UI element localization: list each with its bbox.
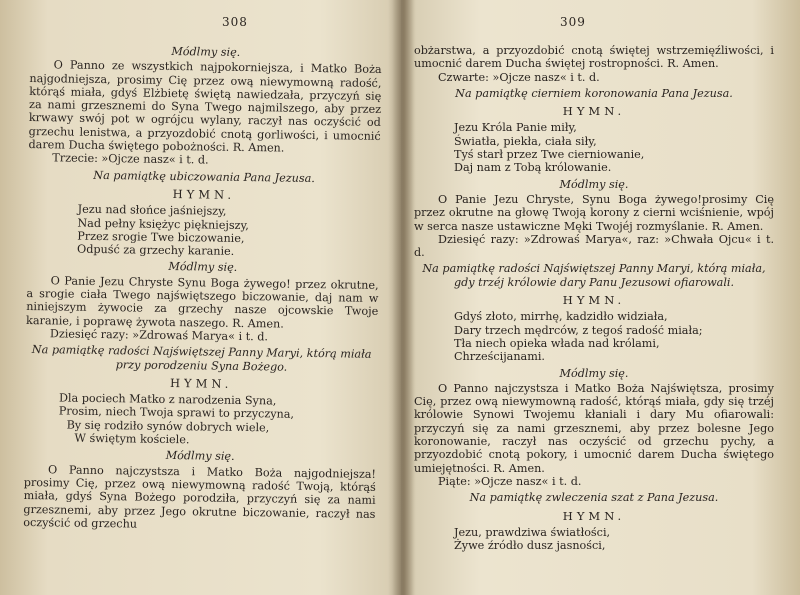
caption: Na pamiątkę radości Najświętszej Panny Maryi, którą miała przy porodzeniu Syna Bożego. [31,343,372,374]
hymn-title: HYMN. [169,375,233,391]
verse-line: Daj nam z Tobą królowanie. [454,161,612,175]
hymn-verse [24,391,377,449]
right-page [404,0,800,595]
verse-line: Gdyś złoto, mirrhę, kadzidło widziała, [454,310,668,324]
page-number: 309 [560,15,586,29]
page-number: 308 [222,15,248,29]
rubric-line: Dziesięć razy: »Zdrowaś Marya«, raz: »Chwała Ojcu« i t. d. [414,232,774,260]
verse-line: Prosim, niech Twoja sprawi to przyczyna, [58,404,295,422]
rubric-line: Dziesięć razy: »Zdrowaś Marya« i t. d. [49,327,269,344]
caption: Na pamiątkę radości Najświętszej Panny Maryi, którą miała, gdy trzéj królowie dary Panu Jezusowi ofiarowali. [422,262,766,289]
verse-line: By się rodziło synów dobrych wiele, [66,418,270,435]
hymn-verse [414,310,774,363]
verse-line: Chrześcijanami. [454,350,545,364]
prayer-paragraph: O Panno najczystsza i Matko Boża Najświętsza, prosimy Cię, przez ową niewymowną radość, którąś miała, gdy się trzéj królowie Synowi Twojemu kłaniali i dary Mu ofiarowali: przyczyń się za nami grzesznemi, aby przez bolesne Jego koronowanie, raczył nas oczyścić od grzechu pychy, a przyozdobić cnotą pokory, i umocnić darem Ducha świętego umiejętności. R. Amen. [414,381,774,475]
hymn-verse [27,202,380,260]
section-heading: Módlmy się. [559,177,629,191]
verse-line: Nad pełny księżyc piękniejszy, [77,216,249,232]
caption: Na pamiątkę cierniem koronowania Pana Jezusa. [455,86,733,100]
verse-line: W świętym kościele. [74,431,190,447]
caption: Na pamiątkę zwleczenia szat z Pana Jezusa. [469,491,719,505]
hymn-title: HYMN. [172,186,236,202]
verse-line: Światła, piekła, ciała siły, [454,134,597,148]
verse-line: Przez srogie Twe biczowanie, [77,229,245,245]
hymn-verse [414,121,774,174]
verse-line: Jezu, prawdziwa światłości, [454,525,611,539]
section-heading: Módlmy się. [171,44,241,59]
verse-line: Dla pociech Matko z narodzenia Syna, [58,391,277,408]
verse-line: Dary trzech mędrców, z tegoś radość miała; [454,323,703,337]
page-body [23,40,382,534]
verse-line: Żywe źródło dusz jasności, [454,539,606,553]
rubric-line: Trzecie: »Ojcze nasz« i t. d. [52,151,209,167]
hymn-title: HYMN. [562,293,626,308]
rubric-line: Czwarte: »Ojcze nasz« i t. d. [438,70,600,84]
prayer-paragraph: O Panno ze wszystkich najpokorniejsza, i Matko Boża najgodniejsza, prosimy Cię przez ową niewymowną radość, którąś miała, gdyś Elżbietę świętą nawiedzała, przyczyń się za nami grzesznemi do Syna Twego najmilszego, aby przez krwawy swój pot w ogrójcu wylany, raczył nas oczyścić od grzechu lenistwa, a przyozdobić cnotą gorliwości, i umocnić darem Ducha świętego pobożności. R. Amen. [28,58,382,155]
verse-line: Jezu nad słońce jaśniejszy, [77,202,227,219]
caption: Na pamiątkę ubiczowania Pana Jezusa. [93,168,315,185]
verse-line: Odpuść za grzechy karanie. [76,242,235,259]
prayer-paragraph: O Panie Jezu Chryste Synu Boga żywego! przez okrutne, a srogie ciała Twego najświętszego biczowanie, daj nam w niniejszym żywocie za grzechy nasze ojcowskie Twoje karanie, i poprawę żywota naszego. R. Amen. [25,274,379,331]
hymn-title: HYMN. [562,104,626,119]
rubric-line: Piąte: »Ojcze nasz« i t. d. [438,474,582,488]
verse-line: Jezu Króla Panie miły, [454,121,577,135]
verse-line: Tła niech opieka włada nad królami, [454,336,660,350]
verse-line: Tyś starł przez Twe cierniowanie, [454,148,645,162]
section-heading: Módlmy się. [168,260,238,275]
hymn-verse [414,526,774,553]
prayer-paragraph: obżarstwa, a przyozdobić cnotą świętej wstrzemięźliwości, i umocnić darem Ducha świętej rostropności. R. Amen. [414,44,774,71]
page-body [414,44,774,552]
section-heading: Módlmy się. [559,366,629,380]
hymn-title: HYMN. [562,508,626,523]
prayer-paragraph: O Panie Jezu Chryste, Synu Boga żywego!prosimy Cię przez okrutne na głowę Twoją korony z cierni wciśnienie, wpój w serca nasze ustawiczne Męki Twojéj rozmyślanie. R. Amen. [414,192,774,233]
prayer-paragraph: O Panno najczystsza i Matko Boża najgodniejsza! prosimy Cię, przez ową niewymowną radość Twoją, którąś miała, gdyś Syna Bożego porodziła, przyczyń się za nami grzesznemi, aby przez Jego okrutne biczowanie, raczył nas oczyścić od grzechu [23,462,377,531]
section-heading: Módlmy się. [165,449,235,464]
